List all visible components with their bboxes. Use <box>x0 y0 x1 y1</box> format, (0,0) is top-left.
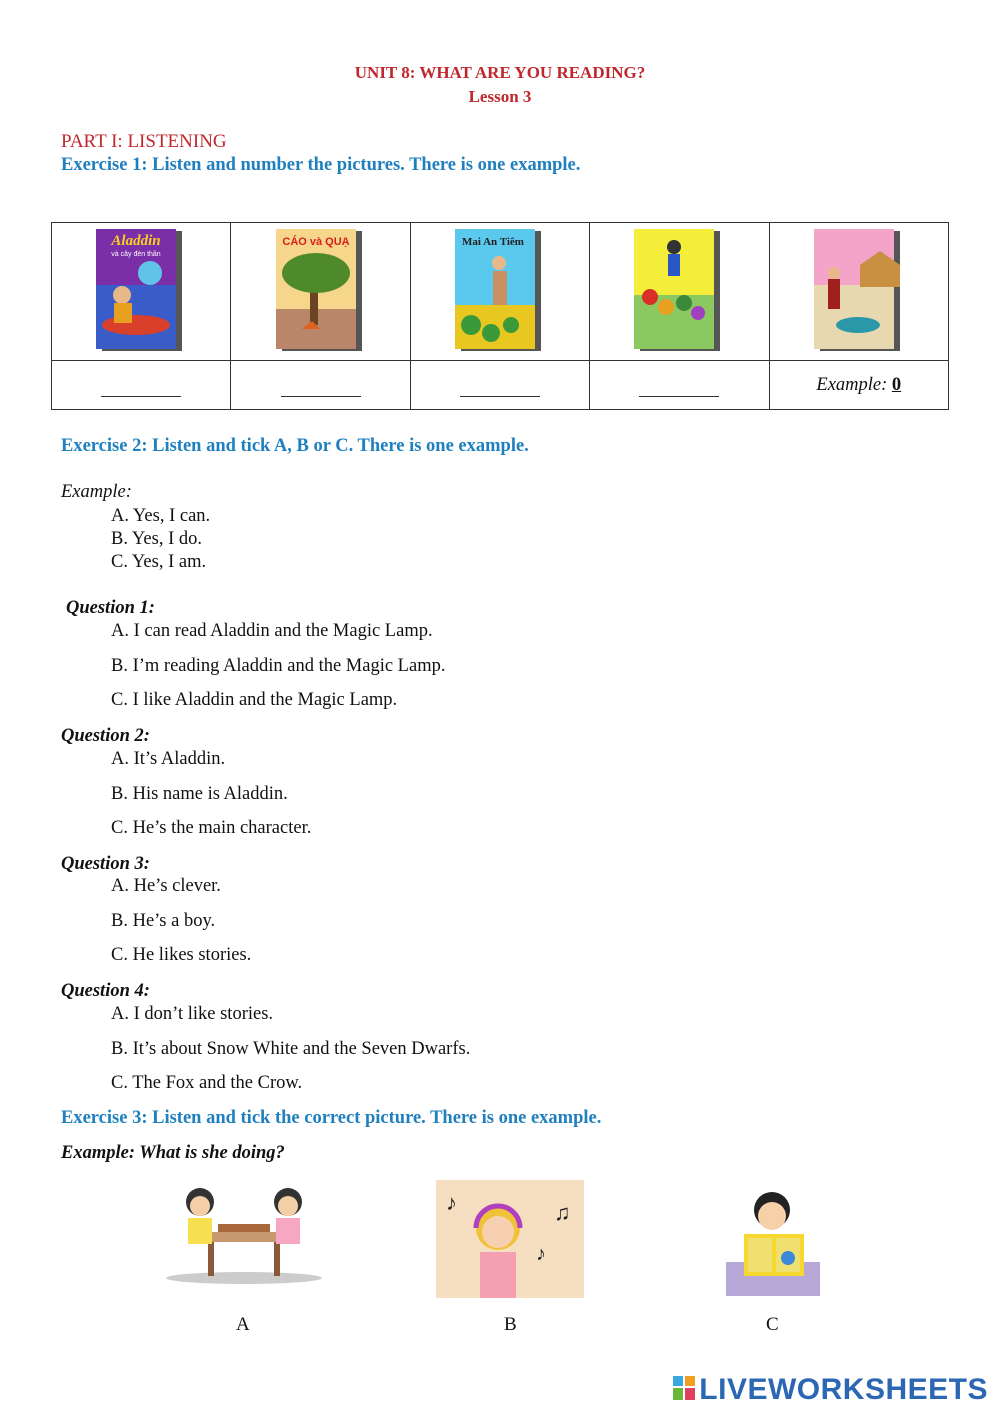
exercise1-instruction: Exercise 1: Listen and number the pictures. There is one example. <box>61 155 581 175</box>
unit-title: UNIT 8: WHAT ARE YOU READING? <box>354 63 646 82</box>
book-cell-2 <box>231 223 410 361</box>
answer-blank-2[interactable] <box>231 361 410 410</box>
q4-option-a[interactable]: A. I don’t like stories. <box>111 1004 274 1024</box>
q1-option-a[interactable]: A. I can read Aladdin and the Magic Lamp. <box>111 621 433 641</box>
example-option-a[interactable]: A. Yes, I can. <box>111 506 211 526</box>
question-1-label: Question 1: <box>66 598 155 618</box>
well-girl-book-icon <box>810 225 908 353</box>
snow-white-book-icon <box>630 225 728 353</box>
exercise3-example: Example: What is she doing? <box>61 1143 285 1163</box>
exercise2-instruction: Exercise 2: Listen and tick A, B or C. There is one example. <box>61 436 529 456</box>
answer-blank-3[interactable] <box>410 361 589 410</box>
book-cell-1 <box>52 223 231 361</box>
example-value: 0 <box>891 374 902 395</box>
q1-option-c[interactable]: C. I like Aladdin and the Magic Lamp. <box>111 690 398 710</box>
answer-blank-4[interactable] <box>590 361 769 410</box>
q4-option-c[interactable]: C. The Fox and the Crow. <box>111 1073 303 1093</box>
part-label: PART I: LISTENING <box>61 131 227 152</box>
q4-option-b[interactable]: B. It’s about Snow White and the Seven Dwarfs. <box>111 1039 471 1059</box>
svg-text:Mai An Tiêm: Mai An Tiêm <box>462 236 524 248</box>
question-3-label: Question 3: <box>61 854 150 874</box>
svg-text:♪: ♪ <box>536 1243 546 1265</box>
example-heading: Example: <box>61 482 132 502</box>
liveworksheets-logo <box>673 1373 988 1408</box>
q3-option-c[interactable]: C. He likes stories. <box>111 945 252 965</box>
logo-text: LIVEWORKSHEETS <box>699 1373 988 1406</box>
girl-listening-music-icon[interactable] <box>436 1180 584 1298</box>
book-cell-3 <box>410 223 589 361</box>
svg-text:CÁO và QUẠ: CÁO và QUẠ <box>281 236 350 248</box>
picture-b-label: B <box>504 1314 517 1335</box>
girls-playing-chess-icon[interactable] <box>162 1180 326 1284</box>
question-4-label: Question 4: <box>61 981 150 1001</box>
svg-text:♫: ♫ <box>554 1200 571 1225</box>
question-2-label: Question 2: <box>61 726 150 746</box>
book-cell-4 <box>590 223 769 361</box>
picture-a-label: A <box>236 1314 250 1335</box>
fox-crow-book-icon <box>272 225 370 353</box>
example-option-b[interactable]: B. Yes, I do. <box>111 529 202 549</box>
q2-option-a[interactable]: A. It’s Aladdin. <box>111 749 226 769</box>
q2-option-b[interactable]: B. His name is Aladdin. <box>111 784 288 804</box>
q3-option-a[interactable]: A. He’s clever. <box>111 876 221 896</box>
q3-option-b[interactable]: B. He’s a boy. <box>111 911 216 931</box>
example-label: Example: <box>816 374 888 395</box>
lesson-title: Lesson 3 <box>468 87 532 106</box>
svg-text:♪: ♪ <box>446 1190 457 1215</box>
example-answer-cell <box>769 361 948 410</box>
mai-an-tiem-book-icon <box>451 225 549 353</box>
exercise3-instruction: Exercise 3: Listen and tick the correct picture. There is one example. <box>61 1108 602 1128</box>
svg-text:Aladdin: Aladdin <box>111 233 161 249</box>
aladdin-book-icon <box>92 225 190 353</box>
answer-blank-1[interactable] <box>52 361 231 410</box>
q2-option-c[interactable]: C. He’s the main character. <box>111 818 312 838</box>
logo-mark-icon <box>673 1374 695 1408</box>
svg-text:và cây đèn thần: và cây đèn thần <box>111 251 161 258</box>
q1-option-b[interactable]: B. I’m reading Aladdin and the Magic Lamp. <box>111 656 446 676</box>
books-table <box>51 222 949 410</box>
picture-c-label: C <box>766 1314 779 1335</box>
book-cell-5 <box>769 223 948 361</box>
example-option-c[interactable]: C. Yes, I am. <box>111 552 207 572</box>
girl-reading-book-icon[interactable] <box>724 1186 822 1296</box>
